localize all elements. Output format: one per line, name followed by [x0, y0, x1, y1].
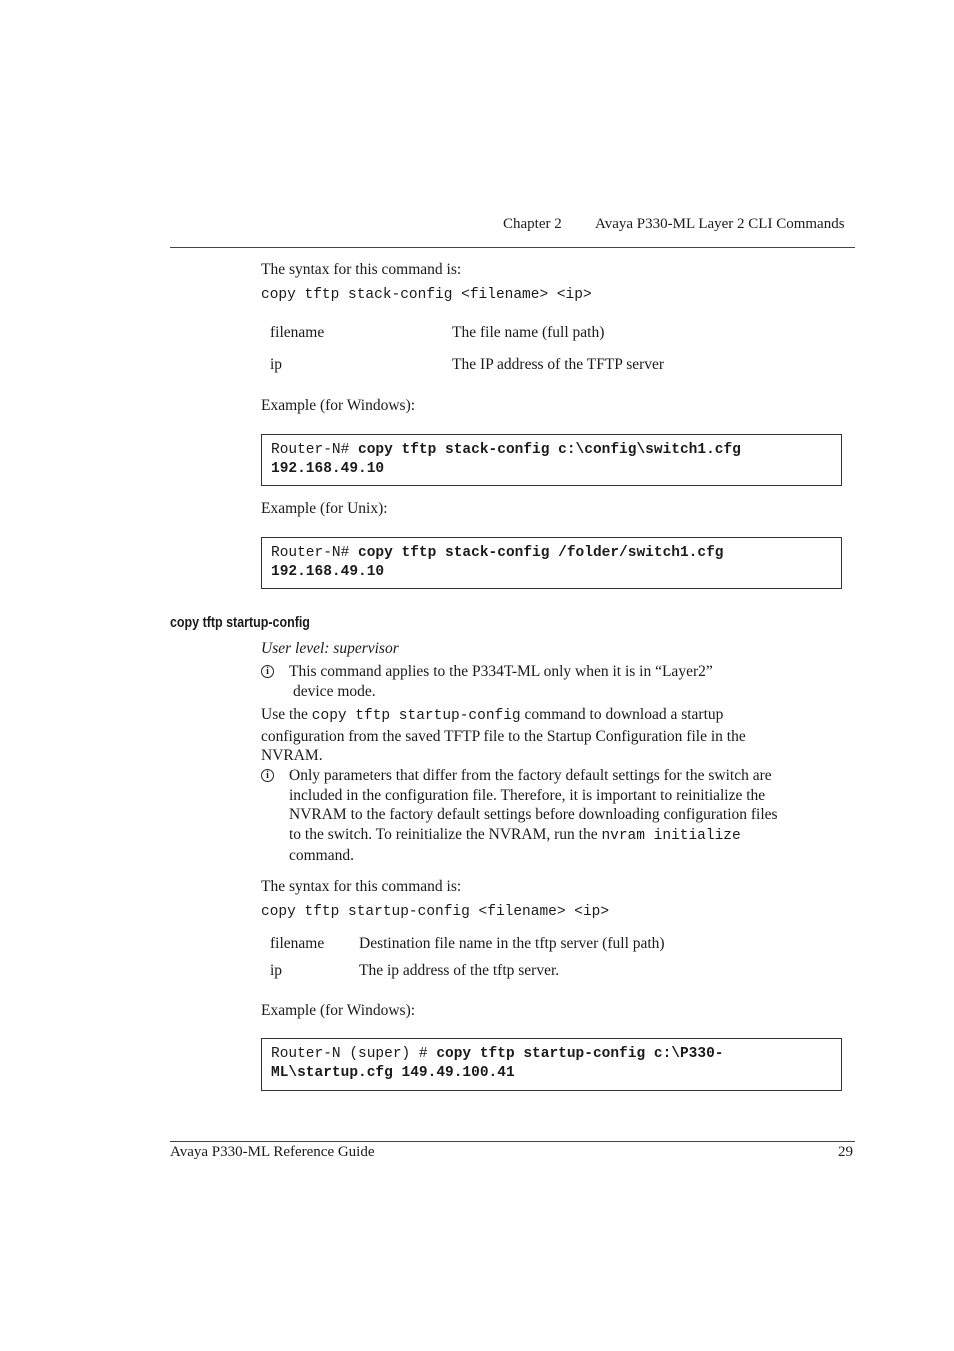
- cli-command-cont: 192.168.49.10: [271, 564, 385, 580]
- note-line: Only parameters that differ from the factory default settings for the switch are: [289, 767, 772, 784]
- text: command to download a startup: [520, 706, 724, 723]
- section-heading: copy tftp startup-config: [170, 615, 310, 631]
- param-desc: Destination file name in the tftp server (full path): [359, 935, 665, 952]
- example-label: Example (for Windows):: [261, 397, 416, 414]
- text: to the switch. To reinitialize the NVRAM, run the: [289, 825, 602, 843]
- cli-command-cont: 192.168.49.10: [271, 461, 385, 477]
- footer-rule: [170, 1141, 855, 1142]
- cli-command: copy tftp stack-config c:\config\switch1.cfg: [358, 442, 741, 458]
- example-label: Example (for Windows):: [261, 1002, 416, 1019]
- syntax-intro: The syntax for this command is:: [261, 878, 462, 895]
- example-label: Example (for Unix):: [261, 500, 388, 517]
- param-desc: The file name (full path): [452, 324, 605, 341]
- syntax-code: copy tftp startup-config <filename> <ip>: [261, 904, 610, 920]
- param-name: filename: [270, 935, 325, 952]
- param-name: ip: [270, 356, 283, 373]
- note-line: NVRAM to the factory default settings before downloading configuration files: [289, 806, 778, 823]
- code-example-box: [261, 537, 842, 589]
- syntax-code: copy tftp stack-config <filename> <ip>: [261, 287, 592, 303]
- note-line: This command applies to the P334T-ML only when it is in “Layer2”: [289, 663, 713, 680]
- info-icon: i: [261, 769, 274, 782]
- param-name: ip: [270, 962, 283, 979]
- description-paragraph: [261, 705, 851, 766]
- text: configuration from the saved TFTP file to the Startup Configuration file in the: [261, 727, 746, 745]
- code-example-box: [261, 1038, 842, 1091]
- cli-prompt: Router-N#: [271, 442, 359, 458]
- cli-prompt: Router-N#: [271, 545, 359, 561]
- note-line: included in the configuration file. Therefore, it is important to reinitialize the: [289, 786, 766, 804]
- code-example-box: [261, 434, 842, 486]
- note-line: command.: [289, 847, 354, 864]
- footer-guide-title: Avaya P330-ML Reference Guide: [170, 1144, 375, 1160]
- cli-command: copy tftp startup-config c:\P330-: [436, 1046, 724, 1062]
- cli-command-cont: ML\startup.cfg 149.49.100.41: [271, 1065, 515, 1081]
- text: Use the: [261, 706, 312, 723]
- info-icon: i: [261, 665, 274, 678]
- text: NVRAM.: [261, 747, 323, 764]
- cli-prompt: Router-N (super) #: [271, 1046, 437, 1062]
- note-line: device mode.: [293, 682, 376, 700]
- inline-code: nvram initialize: [601, 827, 741, 844]
- param-desc: The ip address of the tftp server.: [359, 962, 560, 979]
- note-paragraph: [289, 662, 854, 701]
- syntax-intro: The syntax for this command is:: [261, 261, 462, 278]
- param-desc: The IP address of the TFTP server: [452, 356, 665, 373]
- user-level: User level: supervisor: [261, 640, 399, 657]
- header-title: Avaya P330-ML Layer 2 CLI Commands: [595, 216, 845, 232]
- page-number: 29: [838, 1144, 853, 1160]
- note-paragraph: [289, 766, 854, 866]
- cli-command: copy tftp stack-config /folder/switch1.cfg: [358, 545, 724, 561]
- header-chapter: Chapter 2: [503, 216, 562, 232]
- param-name: filename: [270, 324, 325, 341]
- header-rule: [170, 247, 855, 248]
- inline-code: copy tftp startup-config: [311, 708, 521, 724]
